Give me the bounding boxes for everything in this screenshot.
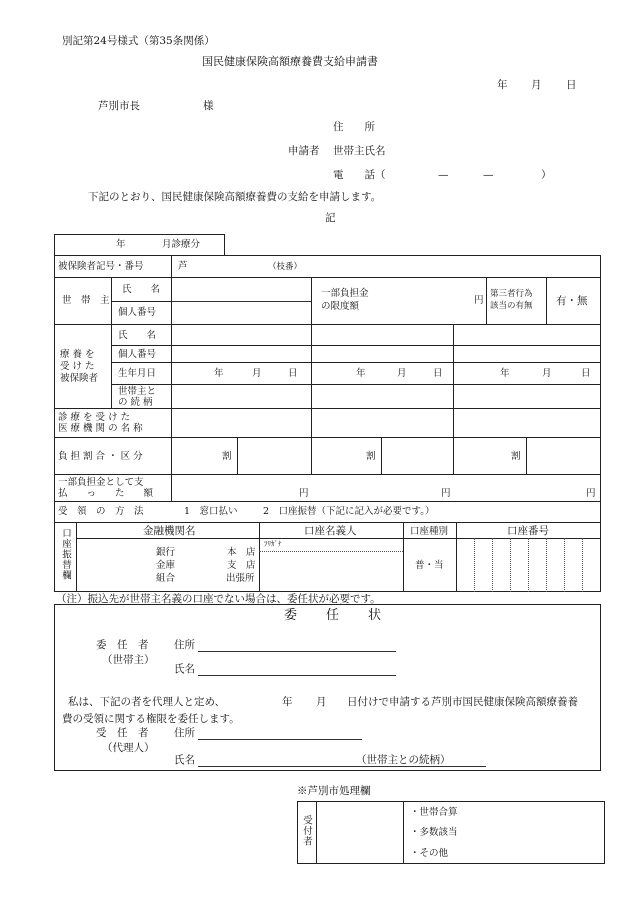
relation-label-1: 世帯主と [118, 386, 157, 397]
holder-header: 口座名義人 [304, 525, 357, 537]
householder-name-field[interactable] [173, 279, 309, 299]
paid-yen-2: 円 [441, 488, 451, 499]
birth-date-label: 生年月日 [118, 368, 157, 379]
addressee-honorific: 様 [203, 100, 214, 112]
delegation-text-2: 費の受領に関する権限を委任します。 [62, 713, 240, 725]
principal-name-label: 氏名 [174, 663, 195, 675]
burden-label: 負 担 割 合 ・ 区 分 [58, 451, 143, 462]
burden-wari-2: 割 [366, 451, 376, 462]
principal-name-line[interactable] [198, 675, 396, 676]
bank-type-1: 銀行 [156, 547, 176, 558]
phone-close: ） [541, 169, 552, 181]
agent-name-line[interactable] [198, 766, 486, 767]
addressee: 芦別市長 [98, 100, 140, 112]
applicant-address-label: 住 所 [333, 121, 375, 133]
receipt-option-transfer[interactable]: 2 口座振替（下記に記入が必要です。） [263, 506, 435, 517]
agent-label: 受 任 者 [96, 727, 149, 739]
insured-number-label: 被保険者記号・番号 [58, 261, 144, 272]
account-type-options[interactable]: 普・当 [415, 560, 444, 571]
delegation-month: 月 [316, 696, 327, 708]
principal-sub-label: （世帯主） [102, 654, 155, 666]
ki-label: 記 [325, 212, 336, 224]
birth-year-1: 年 [214, 368, 224, 379]
delegation-text-1b: 日付けで申請する芦別市国民健康保険高額療養養 [347, 696, 578, 708]
bank-type-3: 組合 [156, 573, 176, 584]
relation-label-2: の 続 柄 [118, 397, 153, 408]
birth-year-2: 年 [356, 368, 366, 379]
period-year: 年 [116, 239, 126, 250]
date-day: 日 [566, 79, 577, 91]
receipt-option-window[interactable]: 1 窓口払い [184, 506, 238, 517]
receiver-label: 受付者 [301, 815, 312, 847]
birth-day-3: 日 [581, 368, 591, 379]
third-party-yes-no[interactable]: 有・無 [556, 295, 588, 307]
patient-personal-no-label: 個人番号 [118, 349, 157, 360]
branch-type-1: 本 店 [227, 547, 256, 558]
birth-year-3: 年 [500, 368, 510, 379]
limit-amount-field[interactable] [390, 279, 470, 322]
paid-yen-1: 円 [299, 488, 309, 499]
third-party-label-1: 第三者行為 [490, 289, 533, 299]
date-year: 年 [497, 79, 508, 91]
bank-type-2: 金庫 [156, 560, 176, 571]
bank-header: 金融機関名 [143, 525, 196, 537]
birth-day-1: 日 [288, 368, 298, 379]
principal-address-label: 住所 [174, 639, 195, 651]
limit-yen: 円 [474, 295, 484, 306]
patient-label-2: 受 け た [60, 361, 95, 372]
birth-month-2: 月 [397, 368, 407, 379]
phone-label: 電 話（ [333, 169, 386, 181]
insured-prefix: 芦 [178, 261, 188, 272]
third-party-label-2: 該当の有無 [490, 301, 533, 311]
applicant-label: 申請者 [288, 145, 320, 157]
principal-label: 委 任 者 [96, 639, 149, 651]
householder-label: 世 帯 主 [62, 295, 110, 306]
paid-label-2: 払 っ た 額 [58, 488, 154, 499]
institution-label-2: 医 療 機 関 の 名 称 [58, 423, 143, 434]
form-title: 国民健康保険高額療養費支給申請書 [202, 55, 378, 68]
insured-number-field[interactable] [196, 257, 586, 275]
householder-personal-no-field[interactable] [173, 303, 309, 322]
patient-label-1: 療 養 を [60, 349, 95, 360]
account-number-header: 口座番号 [507, 525, 549, 537]
period-month: 月診療分 [162, 239, 201, 250]
receiver-field[interactable] [318, 803, 401, 862]
birth-month-1: 月 [252, 368, 262, 379]
branch-number-label: （枝番） [268, 262, 303, 272]
office-check-multiple[interactable]: ・多数該当 [410, 827, 458, 838]
principal-address-line[interactable] [198, 651, 396, 652]
limit-label-2: の限度額 [321, 301, 360, 312]
householder-personal-no-label: 個人番号 [118, 307, 157, 318]
agent-relation-note: （世帯主との続柄） [356, 754, 451, 766]
form-number: 別記第24号様式（第35条関係） [62, 35, 215, 47]
delegation-text-1a: 私は、下記の者を代理人と定め、 [68, 696, 226, 708]
delegation-year: 年 [282, 696, 293, 708]
patient-label-3: 被保険者 [60, 373, 99, 384]
paid-yen-3: 円 [586, 488, 596, 499]
patient-name-label: 氏 名 [118, 330, 157, 341]
office-check-other[interactable]: ・その他 [410, 848, 449, 859]
agent-sub-label: （代理人） [102, 742, 155, 754]
branch-type-2: 支 店 [227, 560, 256, 571]
birth-day-2: 日 [433, 368, 443, 379]
receipt-method-label: 受 領 の 方 法 [58, 506, 144, 517]
paid-label-1: 一部負担金として支 [58, 477, 144, 488]
limit-label-1: 一部負担金 [321, 288, 369, 299]
proxy-title: 委 任 状 [284, 608, 383, 623]
office-check-household[interactable]: ・世帯合算 [410, 807, 458, 818]
birth-month-3: 月 [542, 368, 552, 379]
agent-name-label: 氏名 [174, 754, 195, 766]
transfer-note: （注）振込先が世帯主名義の口座でない場合は、委任状が必要です。 [56, 593, 381, 605]
agent-address-label: 住所 [174, 727, 195, 739]
agent-address-line[interactable] [198, 739, 362, 740]
householder-name-label: 氏 名 [122, 284, 161, 295]
phone-dash-1: — [438, 169, 449, 181]
account-side-label: 口座振替欄 [60, 528, 71, 581]
burden-wari-3: 割 [511, 451, 521, 462]
office-use-title: ※芦別市処理欄 [297, 785, 371, 797]
branch-type-3: 出張所 [226, 573, 255, 584]
intro-text: 下記のとおり、国民健康保険高額療養費の支給を申請します。 [88, 191, 382, 203]
phone-dash-2: — [483, 169, 494, 181]
institution-label-1: 診 療 を 受 け た [58, 412, 131, 423]
householder-name-label: 世帯主氏名 [333, 145, 386, 157]
burden-wari-1: 割 [222, 451, 232, 462]
furigana-label: ﾌﾘｶﾞﾅ [264, 540, 282, 548]
date-month: 月 [531, 79, 542, 91]
type-header: 口座種別 [410, 526, 449, 537]
